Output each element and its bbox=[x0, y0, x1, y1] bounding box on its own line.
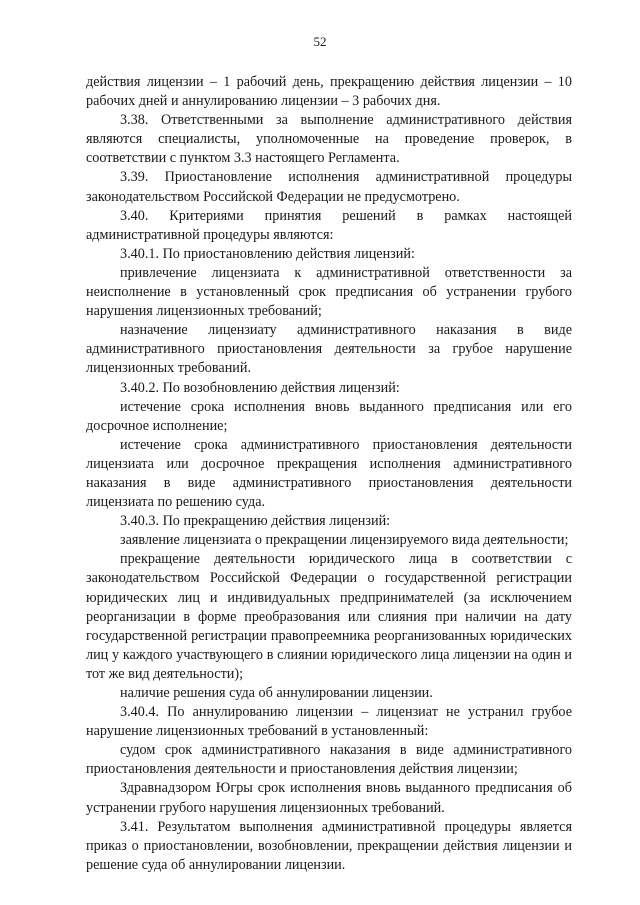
paragraph-3-39: 3.39. Приостановление исполнения административной процедуры законодательством Российской Федерации не предусмотрено. bbox=[86, 169, 572, 205]
paragraph-continuation: действия лицензии – 1 рабочий день, прекращению действия лицензии – 10 рабочих дней и аннулированию лицензии – 3 рабочих дня. bbox=[86, 74, 572, 110]
list-item: назначение лицензиату административного наказания в виде административного приостановления деятельности за грубое нарушение лицензионных требований. bbox=[86, 322, 572, 377]
list-item: привлечение лицензиата к административной ответственности за неисполнение в установленный срок предписания об устранении грубого нарушения лицензионных требований; bbox=[86, 264, 572, 320]
list-item: наличие решения суда об аннулировании лицензии. bbox=[120, 685, 433, 701]
paragraph-3-40-2: 3.40.2. По возобновлению действия лицензий: bbox=[120, 379, 400, 396]
paragraph-3-40-4: 3.40.4. По аннулированию лицензии – лицензиат не устранил грубое нарушение лицензионных требований в установленный: bbox=[86, 704, 572, 740]
paragraph-3-40-1: 3.40.1. По приостановлению действия лицензий: bbox=[120, 245, 415, 262]
paragraph-3-40-3: 3.40.3. По прекращению действия лицензий: bbox=[120, 513, 391, 530]
paragraph-3-40: 3.40. Критериями принятия решений в рамках настоящей административной процедуры являются: bbox=[86, 207, 572, 243]
paragraph-3-38: 3.38. Ответственными за выполнение административного действия являются специалисты, уполномоченные на проведение проверок, в соответствии с пунктом 3.3 настоящего Регламента. bbox=[86, 112, 572, 167]
list-item: истечение срока административного приостановления деятельности лицензиата или досрочное прекращения исполнения административного наказания в виде административного приостановления деятельности лицензиата по решению суда. bbox=[86, 436, 572, 511]
list-item: судом срок административного наказания в виде административного приостановления деятельности и приостановления действия лицензии; bbox=[86, 742, 572, 778]
list-item: заявление лицензиата о прекращении лицензируемого вида деятельности; bbox=[120, 532, 569, 549]
list-item: истечение срока исполнения вновь выданного предписания или его досрочное исполнение; bbox=[86, 398, 572, 434]
list-item: Здравнадзором Югры срок исполнения вновь выданного предписания об устранении грубого нарушения лицензионных требований. bbox=[86, 780, 572, 816]
list-item: прекращение деятельности юридического лица в соответствии с законодательством Российской Федерации о государственной регистрации юридических лиц и индивидуальных предпринимателей (за исключением реорганизации в форме преобразования или слияния при наличии на дату государственной регистрации правопреемника реорганизованных юридических лиц у каждого участвующего в слиянии юридического лица лицензии на один и тот же вид деятельности); bbox=[86, 551, 572, 682]
paragraph-3-41: 3.41. Результатом выполнения административной процедуры является приказ о приостановлении, возобновлении, прекращении действия лицензии и решение суда об аннулировании лицензии. bbox=[86, 818, 572, 873]
page-number: 52 bbox=[313, 34, 327, 49]
document-body bbox=[86, 73, 572, 875]
